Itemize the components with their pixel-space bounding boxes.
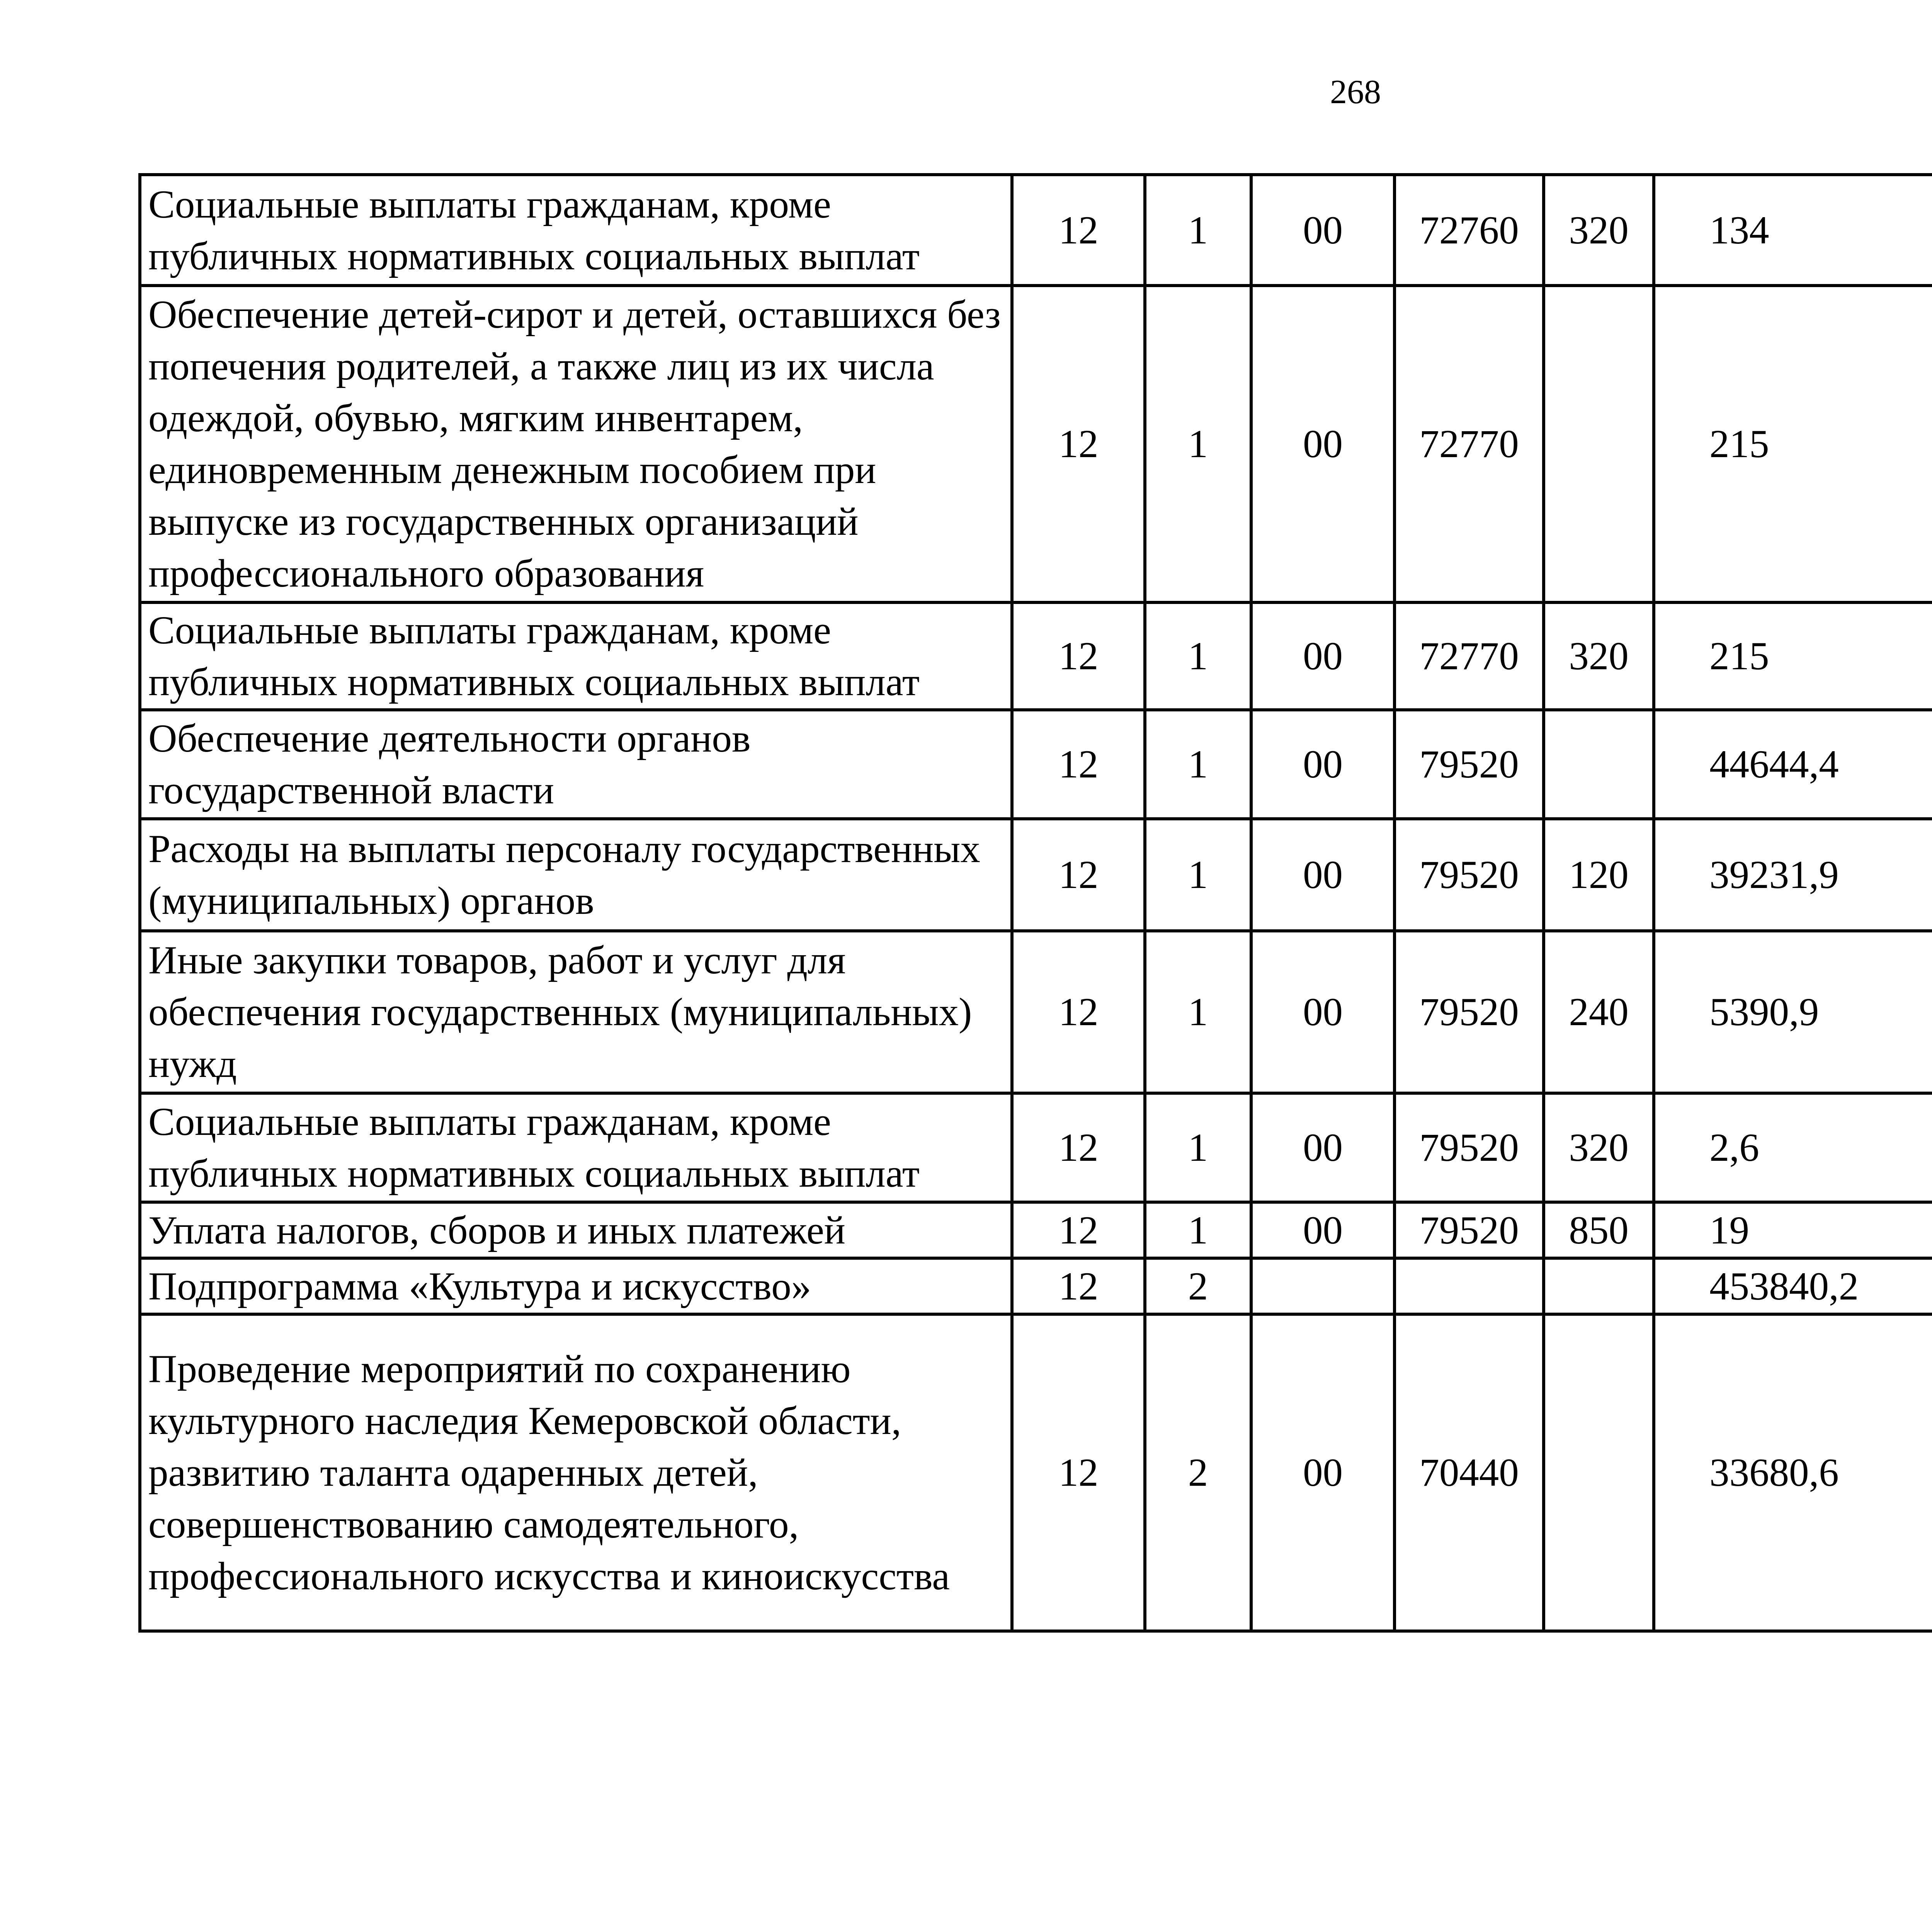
row-code-5 (1544, 1314, 1654, 1631)
row-name: Проведение мероприятий по сохранению культурного наследия Кемеровской области, развитию таланта одаренных детей, совершенствованию самодеятельного, профессионального искусства и киноискусства (140, 1314, 1012, 1631)
row-code-3: 00 (1251, 819, 1395, 931)
row-code-4: 79520 (1395, 819, 1544, 931)
table-row (140, 710, 1932, 819)
row-amount-1: 39231,9 (1654, 819, 1932, 931)
table-row (140, 1314, 1932, 1631)
row-amount-1: 453840,2 (1654, 1258, 1932, 1314)
row-code-1: 12 (1012, 175, 1145, 286)
row-code-3: 00 (1251, 710, 1395, 819)
row-amount-1: 5390,9 (1654, 931, 1932, 1093)
table-row (140, 1202, 1932, 1258)
row-name: Социальные выплаты гражданам, кроме публичных нормативных социальных выплат (140, 175, 1012, 286)
row-code-2: 2 (1145, 1314, 1251, 1631)
row-name: Подпрограмма «Культура и искусство» (140, 1258, 1012, 1314)
row-amount-1: 215 (1654, 602, 1932, 710)
row-code-3: 00 (1251, 1202, 1395, 1258)
row-code-4: 79520 (1395, 931, 1544, 1093)
row-name: Обеспечение деятельности органов государственной власти (140, 710, 1012, 819)
row-code-2: 1 (1145, 710, 1251, 819)
row-code-2: 1 (1145, 286, 1251, 602)
row-code-1: 12 (1012, 819, 1145, 931)
row-amount-1: 2,6 (1654, 1093, 1932, 1202)
row-code-3: 00 (1251, 286, 1395, 602)
row-code-4 (1395, 1258, 1544, 1314)
row-code-2: 1 (1145, 1093, 1251, 1202)
row-code-4: 79520 (1395, 1093, 1544, 1202)
row-code-5: 240 (1544, 931, 1654, 1093)
table-row (140, 931, 1932, 1093)
page-number: 268 (1330, 73, 1381, 111)
row-amount-1: 215 (1654, 286, 1932, 602)
row-amount-1: 44644,4 (1654, 710, 1932, 819)
row-name: Обеспечение детей-сирот и детей, оставшихся без попечения родителей, а также лиц из их числа одеждой, обувью, мягким инвентарем, единовременным денежным пособием при выпуске из государственных организаций профессионального образования (140, 286, 1012, 602)
row-code-4: 72770 (1395, 602, 1544, 710)
row-code-3: 00 (1251, 931, 1395, 1093)
row-code-4: 79520 (1395, 710, 1544, 819)
row-code-2: 1 (1145, 602, 1251, 710)
row-code-4: 70440 (1395, 1314, 1544, 1631)
row-code-5: 320 (1544, 602, 1654, 710)
row-code-1: 12 (1012, 710, 1145, 819)
row-code-1: 12 (1012, 1314, 1145, 1631)
row-code-5: 320 (1544, 175, 1654, 286)
row-code-5 (1544, 1258, 1654, 1314)
row-code-5 (1544, 286, 1654, 602)
row-code-2: 1 (1145, 1202, 1251, 1258)
row-code-1: 12 (1012, 1258, 1145, 1314)
row-name: Социальные выплаты гражданам, кроме публичных нормативных социальных выплат (140, 1093, 1012, 1202)
row-code-1: 12 (1012, 931, 1145, 1093)
table-row (140, 819, 1932, 931)
table-row (140, 1093, 1932, 1202)
row-code-1: 12 (1012, 286, 1145, 602)
row-name: Социальные выплаты гражданам, кроме публичных нормативных социальных выплат (140, 602, 1012, 710)
row-code-1: 12 (1012, 1093, 1145, 1202)
row-code-2: 1 (1145, 175, 1251, 286)
table-row (140, 1258, 1932, 1314)
row-amount-1: 19 (1654, 1202, 1932, 1258)
row-code-2: 1 (1145, 819, 1251, 931)
row-code-3: 00 (1251, 602, 1395, 710)
row-code-1: 12 (1012, 602, 1145, 710)
budget-table (138, 173, 1932, 1633)
row-code-1: 12 (1012, 1202, 1145, 1258)
row-code-4: 72770 (1395, 286, 1544, 602)
row-code-4: 79520 (1395, 1202, 1544, 1258)
budget-table-body (140, 175, 1932, 1631)
table-row (140, 286, 1932, 602)
row-code-3 (1251, 1258, 1395, 1314)
table-row (140, 602, 1932, 710)
row-code-3: 00 (1251, 1093, 1395, 1202)
row-code-5 (1544, 710, 1654, 819)
row-code-5: 320 (1544, 1093, 1654, 1202)
row-code-5: 120 (1544, 819, 1654, 931)
row-code-3: 00 (1251, 1314, 1395, 1631)
row-code-3: 00 (1251, 175, 1395, 286)
row-name: Расходы на выплаты персоналу государственных (муниципальных) органов (140, 819, 1012, 931)
row-name: Уплата налогов, сборов и иных платежей (140, 1202, 1012, 1258)
table-row (140, 175, 1932, 286)
row-amount-1: 134 (1654, 175, 1932, 286)
row-amount-1: 33680,6 (1654, 1314, 1932, 1631)
row-code-5: 850 (1544, 1202, 1654, 1258)
row-code-2: 1 (1145, 931, 1251, 1093)
row-name: Иные закупки товаров, работ и услуг для обеспечения государственных (муниципальных) нужд (140, 931, 1012, 1093)
row-code-4: 72760 (1395, 175, 1544, 286)
row-code-2: 2 (1145, 1258, 1251, 1314)
